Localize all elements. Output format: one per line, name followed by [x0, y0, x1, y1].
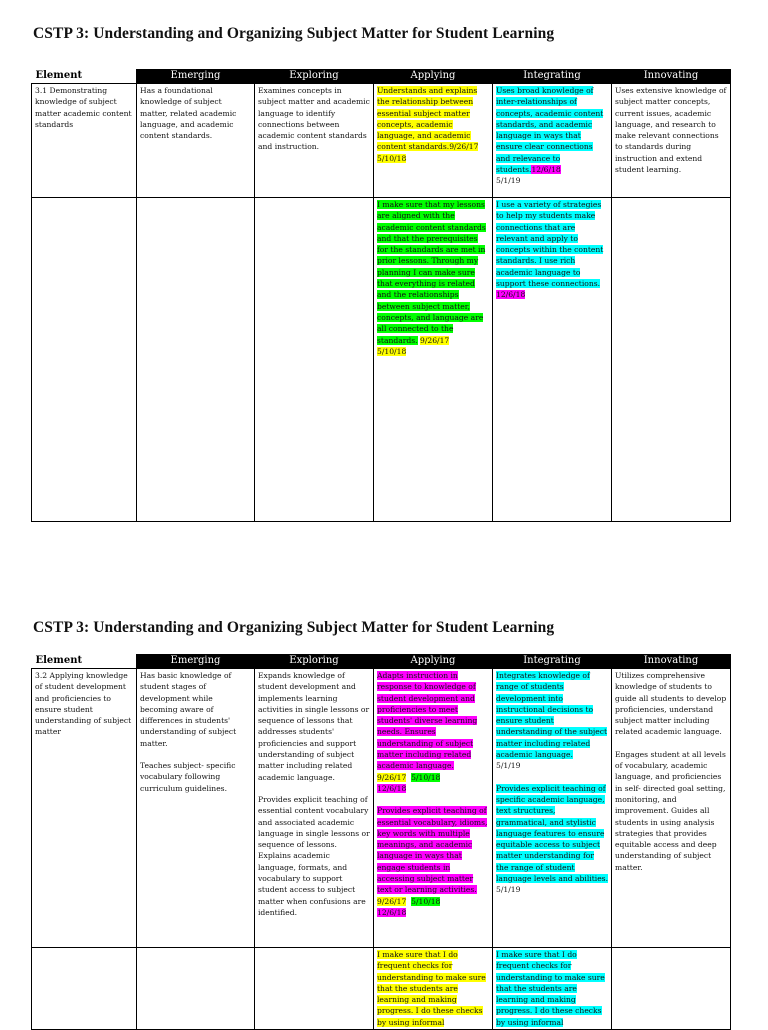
applying-date: 5/10/18: [377, 346, 407, 356]
integrating-date: 12/6/18: [496, 290, 526, 300]
column-header-integrating: Integrating: [493, 655, 612, 669]
table-row: [32, 948, 731, 1030]
descriptor-paragraph: Utilizes comprehensive knowledge of students to guide all students to develop proficiencies, understand subject matter including related academic language.: [615, 671, 727, 737]
emerging-descriptor: Has a foundational knowledge of subject matter, related academic language, and academic content standards.: [137, 84, 255, 198]
descriptor-paragraph: [377, 670, 489, 794]
applying-date: 5/10/18: [411, 896, 441, 906]
applying-descriptor: [374, 84, 493, 198]
exploring-descriptor: [255, 669, 374, 948]
table-header-row: [32, 70, 731, 84]
column-header-element: Element: [32, 70, 137, 84]
page-title: CSTP 3: Understanding and Organizing Subject Matter for Student Learning: [33, 25, 555, 42]
column-header-integrating: Integrating: [493, 70, 612, 84]
column-header-innovating: Innovating: [612, 70, 731, 84]
emerging-descriptor: [137, 669, 255, 948]
rubric-table: [31, 654, 731, 1030]
emerging-evidence: [137, 948, 255, 1030]
descriptor-paragraph: Has basic knowledge of student stages of development while becoming aware of differences in students' understanding of subject matter.: [140, 671, 237, 748]
exploring-descriptor: Examines concepts in subject matter and academic language to identify connections between academic content standards and instruction.: [255, 84, 374, 198]
applying-evidence: [374, 948, 493, 1030]
descriptor-paragraph: [496, 670, 608, 772]
element-label: 3.2 Applying knowledge of student development and proficiencies to ensure student understanding of subject matter: [32, 669, 137, 948]
element-label: [32, 948, 137, 1030]
column-header-exploring: Exploring: [255, 655, 374, 669]
emerging-evidence: [137, 198, 255, 522]
descriptor-paragraph: [377, 805, 489, 918]
exploring-evidence: [255, 948, 374, 1030]
element-label: [32, 198, 137, 522]
applying-evidence: [374, 198, 493, 522]
integrating-evidence-text: I use a variety of strategies to help my students make connections that are relevant and apply to concepts within the content standards. I use rich academic language to support these connections.: [496, 200, 604, 289]
applying-evidence-text: I make sure that my lessons are aligned with the academic content standards and that the prerequisites for the standards are met in prior lessons. Through my planning I can make sure that everything is related and the relationships between subject matter, concepts, and language are all connected to the standards.: [377, 200, 486, 345]
column-header-emerging: Emerging: [137, 655, 255, 669]
integrating-descriptor: [493, 84, 612, 198]
integrating-evidence-text: I make sure that I do frequent checks for understanding to make sure that the students are learning and making progress. I do these checks by using informal: [496, 950, 605, 1027]
applying-evidence-text: I make sure that I do frequent checks for understanding to make sure that the students are learning and making progress. I do these checks by using informal: [377, 950, 486, 1027]
descriptor-paragraph: Expands knowledge of student development and implements learning activities in single lessons or sequence of lessons that addresses students' proficiencies and support understanding of subject matter including related academic language.: [258, 671, 370, 782]
applying-date: 9/26/17: [377, 772, 407, 782]
applying-date: 9/26/17: [449, 142, 479, 152]
page-title: CSTP 3: Understanding and Organizing Subject Matter for Student Learning: [33, 619, 555, 636]
applying-date: 5/10/18: [411, 772, 441, 782]
integrating-evidence: [493, 948, 612, 1030]
applying-text: Adapts instruction in response to knowledge of student development and proficiencies to meet students' diverse learning needs. Ensures understanding of subject matter including related academic language.: [377, 671, 478, 771]
table-header-row: [32, 655, 731, 669]
descriptor-paragraph: Engages student at all levels of vocabulary, academic language, and proficiencies in self- directed goal setting, monitoring, and improvement. Guides all students in using analysis strategies that provides equitable access and deep understanding of subject matter.: [615, 749, 726, 872]
innovating-descriptor: Uses extensive knowledge of subject matter concepts, current issues, academic language, and research to make relevant connections to standards during instruction and extend student learning.: [612, 84, 731, 198]
integrating-evidence: [493, 198, 612, 522]
applying-date: 12/6/18: [377, 907, 407, 917]
innovating-evidence: [612, 948, 731, 1030]
integrating-text: Uses broad knowledge of inter-relationships of concepts, academic content standards, and academic language in ways that ensure clear connections and relevance to students.: [496, 86, 604, 175]
descriptor-paragraph: Teaches subject- specific vocabulary following curriculum guidelines.: [140, 761, 236, 793]
descriptor-paragraph: Provides explicit teaching of essential content vocabulary and associated academic language in single lessons or sequence of lessons. Explains academic language, formats, and vocabulary to support student access to subject matter when confusions are identified.: [258, 794, 370, 917]
integrating-date: 5/1/19: [496, 885, 521, 895]
column-header-element: Element: [32, 655, 137, 669]
integrating-date: 5/1/19: [496, 761, 521, 771]
integrating-text: Integrates knowledge of range of students development into instructional decisions to ensure student understanding of the subject matter including related academic language.: [496, 671, 608, 760]
innovating-descriptor: [612, 669, 731, 948]
column-header-emerging: Emerging: [137, 70, 255, 84]
applying-text: Provides explicit teaching of essential vocabulary, idioms, key words with multiple meanings, and academic language in ways that engage students in accessing subject matter text or learning activities.: [377, 806, 488, 895]
applying-date: 5/10/18: [377, 153, 407, 163]
element-label: 3.1 Demonstrating knowledge of subject matter academic content standards: [32, 84, 137, 198]
applying-text: Understands and explains the relationship between essential subject matter concepts, academic language, and academic content standards.: [377, 86, 478, 152]
table-row: [32, 198, 731, 522]
exploring-evidence: [255, 198, 374, 522]
descriptor-paragraph: [496, 783, 608, 896]
integrating-descriptor: [493, 669, 612, 948]
applying-date: 12/6/18: [377, 783, 407, 793]
table-row: [32, 84, 731, 198]
applying-descriptor: [374, 669, 493, 948]
column-header-applying: Applying: [374, 655, 493, 669]
integrating-date: 5/1/19: [496, 176, 521, 186]
applying-date: 9/26/17: [419, 335, 450, 345]
column-header-innovating: Innovating: [612, 655, 731, 669]
applying-date: 9/26/17: [377, 896, 407, 906]
table-row: [32, 669, 731, 948]
integrating-date: 12/6/18: [531, 165, 561, 175]
rubric-table: [31, 69, 731, 522]
innovating-evidence: [612, 198, 731, 522]
column-header-applying: Applying: [374, 70, 493, 84]
integrating-text: Provides explicit teaching of specific academic language, text structures, grammatical, and stylistic language features to ensure equitable access to subject matter understanding for the range of student language levels and abilities.: [496, 783, 608, 884]
column-header-exploring: Exploring: [255, 70, 374, 84]
